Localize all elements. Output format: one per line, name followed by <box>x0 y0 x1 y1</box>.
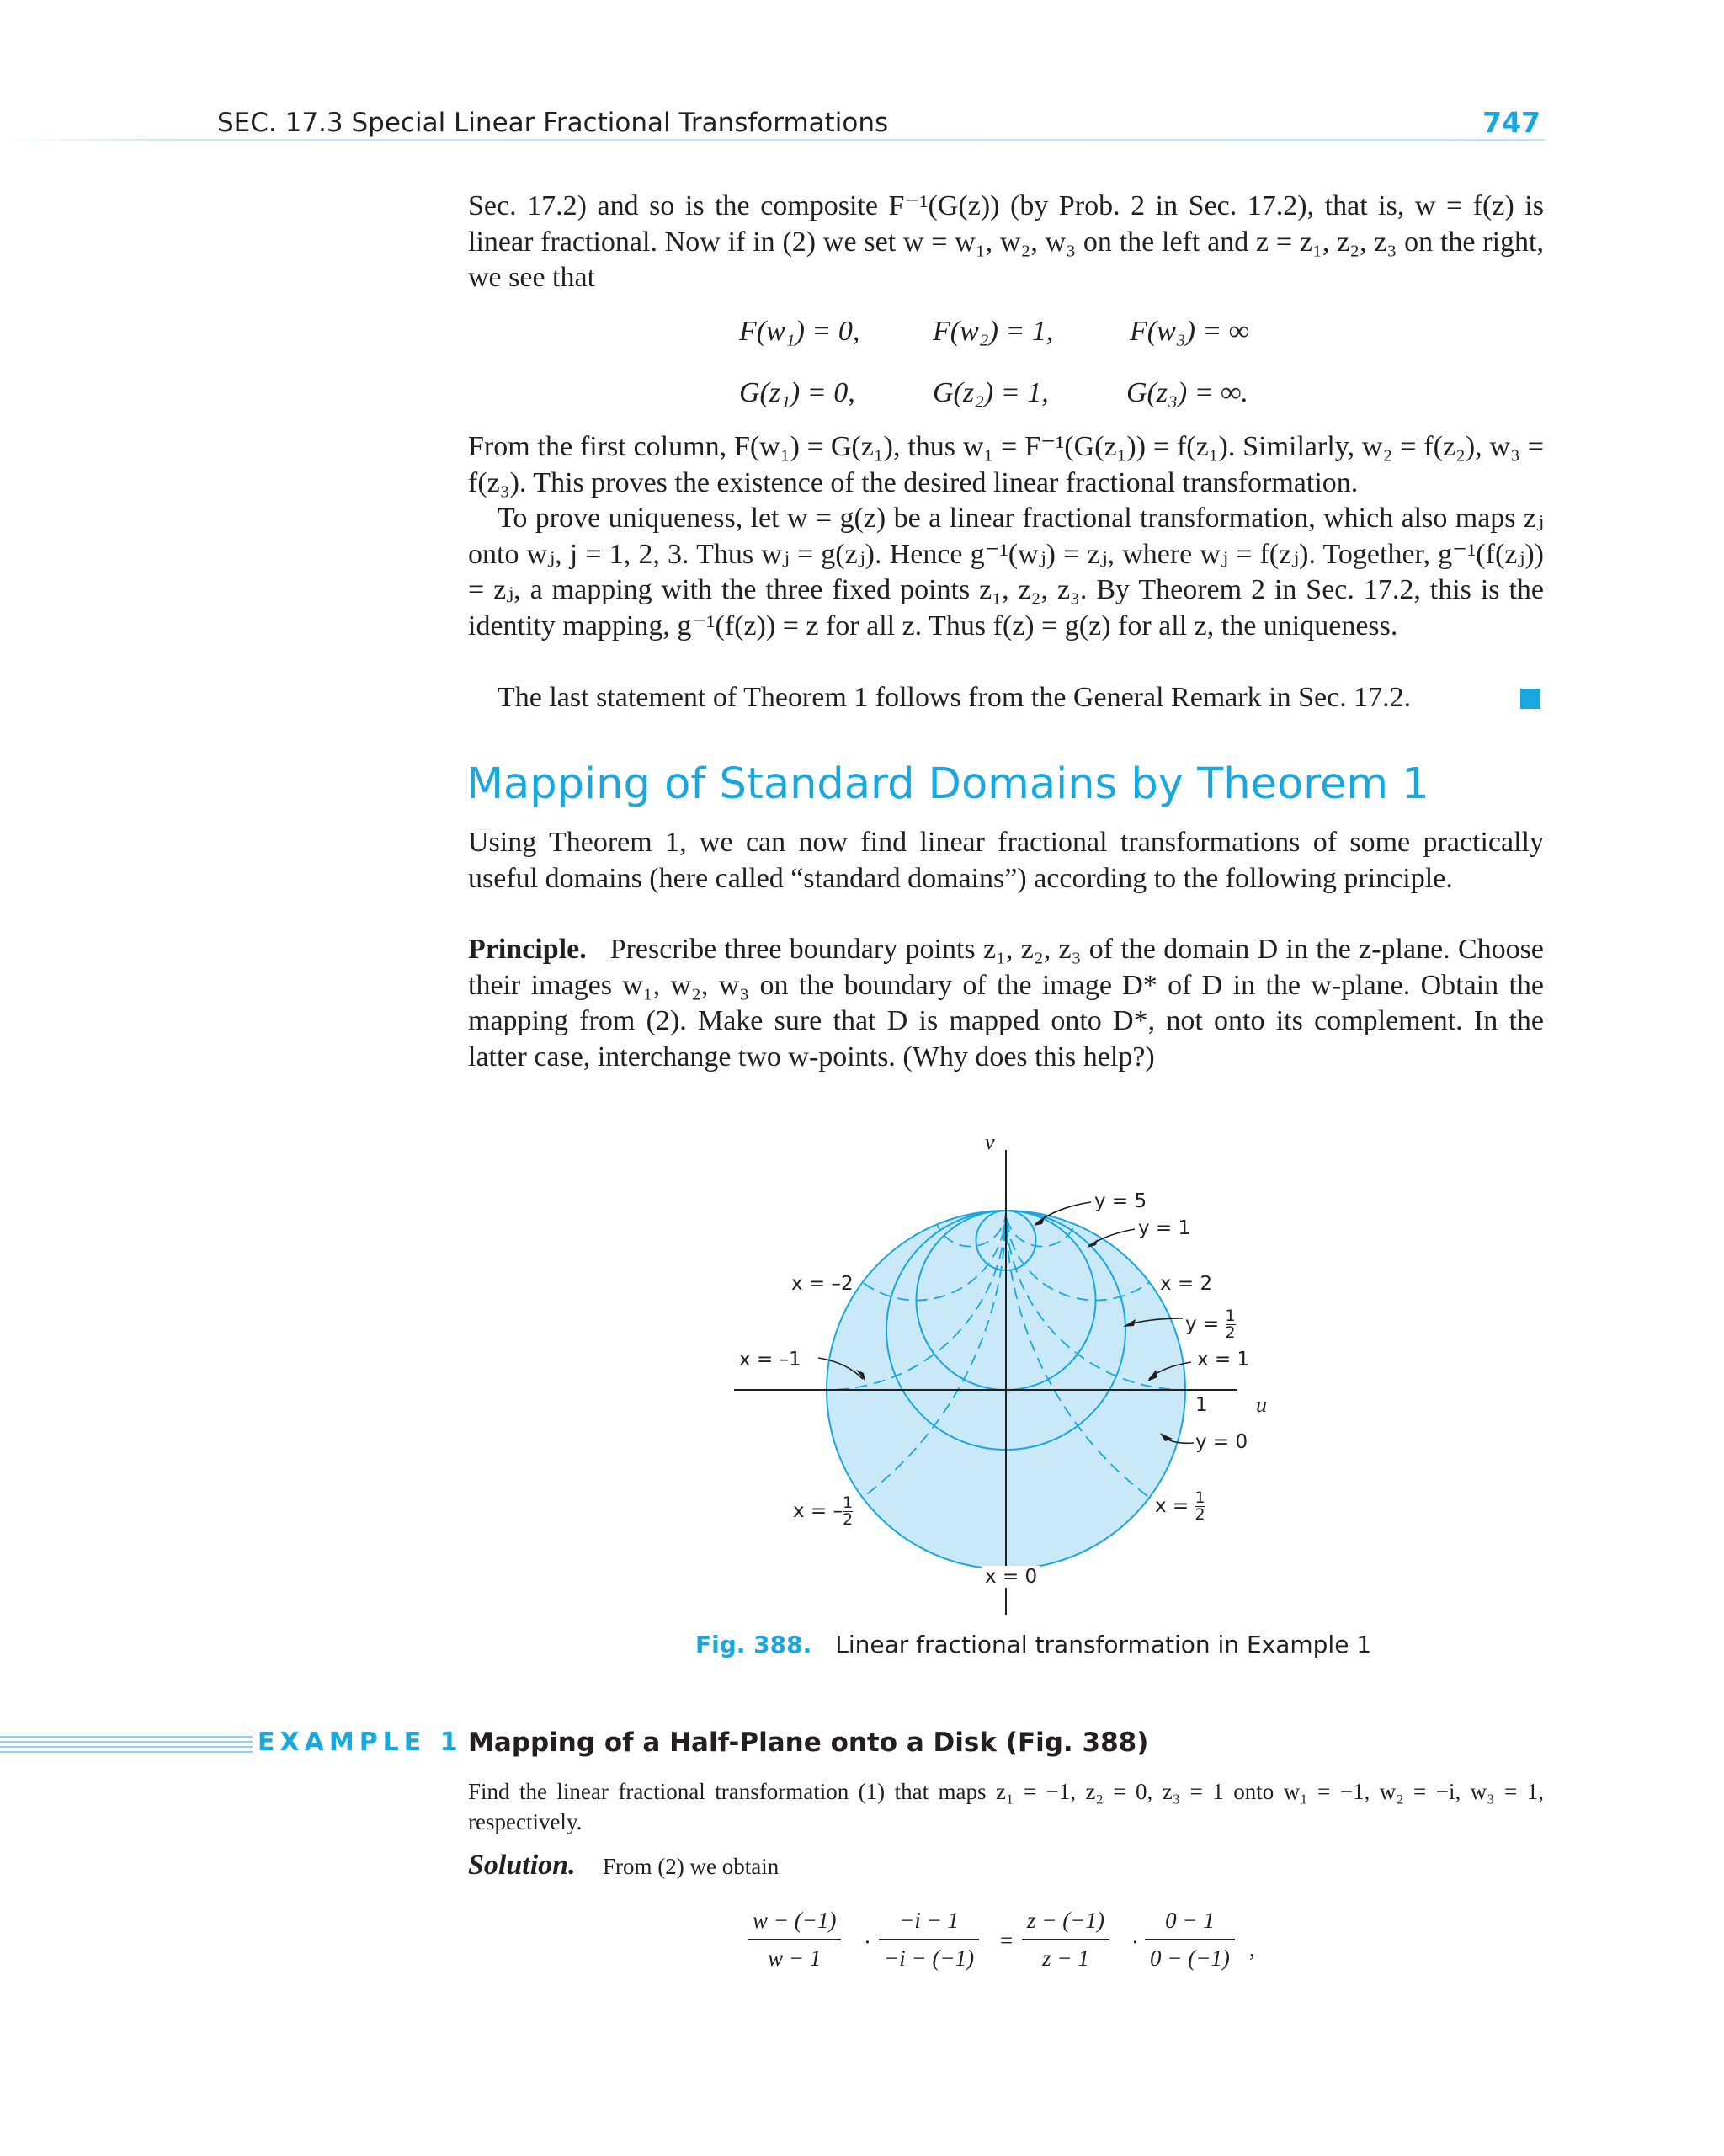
label-x-minus-1: x = –1 <box>739 1349 801 1371</box>
paragraph-last-statement: The last statement of Theorem 1 follows from the General Remark in Sec. 17.2. <box>498 682 1412 713</box>
label-x-2: x = 2 <box>1160 1273 1213 1295</box>
example-label: EXAMPLE 1 <box>253 1727 468 1757</box>
equation-g-z3: G(z₃) = ∞. <box>1126 377 1248 408</box>
fraction-numerator: 0 − 1 <box>1165 1908 1215 1933</box>
paragraph-principle <box>468 932 1544 1075</box>
label-x-1: x = 1 <box>1197 1349 1250 1371</box>
example-statement: Find the linear fractional transformation (1) that maps z₁ = −1, z₂ = 0, z₃ = 1 onto w₁ = −1, w₂ = −i, w₃ = 1, respectively. <box>468 1779 1544 1834</box>
label-x-half-text: x = <box>1155 1495 1195 1517</box>
running-head <box>0 101 1545 141</box>
solution-intro-text: From (2) we obtain <box>603 1854 780 1879</box>
equation-f-w1: F(w₁) = 0, <box>739 316 860 347</box>
fraction-bar <box>1022 1939 1109 1940</box>
fraction-denominator: 2 <box>843 1510 854 1529</box>
equation-g-z1: G(z₁) = 0, <box>739 377 855 408</box>
fraction-denominator: −i − (−1) <box>884 1946 975 1971</box>
figure-388 <box>724 1130 1313 1623</box>
equation-f-w2: F(w₂) = 1, <box>933 316 1054 347</box>
label-x-minus-2: x = –2 <box>791 1273 854 1295</box>
label-y-0: y = 0 <box>1195 1431 1248 1453</box>
label-x-0: x = 0 <box>982 1566 1040 1588</box>
label-y-half <box>1185 1308 1236 1341</box>
equation-row-g <box>0 377 1724 414</box>
figure-388-diagram <box>724 1135 1313 1623</box>
fraction-numerator: 1 <box>1225 1307 1236 1325</box>
figure-caption-text: Linear fractional transformation in Example 1 <box>835 1631 1372 1658</box>
label-x-half <box>1155 1490 1205 1523</box>
fraction-denominator: z − 1 <box>1042 1946 1089 1971</box>
paragraph-existence: From the first column, F(w₁) = G(z₁), thus w₁ = F⁻¹(G(z₁)) = f(z₁). Similarly, w₂ = f(z₂), w₃ = f(z₃). This proves the existence of the desired linear fractional transformation. <box>468 431 1544 498</box>
principle-label: Principle. <box>468 934 587 965</box>
fraction-numerator: −i − 1 <box>899 1908 960 1933</box>
fraction-numerator: w − (−1) <box>753 1908 837 1933</box>
example-title: Mapping of a Half-Plane onto a Disk (Fig. 388) <box>468 1727 1149 1758</box>
solution-label: Solution. <box>468 1850 576 1881</box>
paragraph-standard-domains: Using Theorem 1, we can now find linear fractional transformations of some practically useful domains (here called “standard domains”) according to the following principle. <box>468 827 1544 894</box>
equation-g-z2: G(z₂) = 1, <box>933 377 1049 408</box>
label-y-5: y = 5 <box>1094 1190 1147 1212</box>
figure-number: Fig. 388. <box>695 1631 812 1658</box>
equation-row-f <box>0 316 1724 353</box>
label-x-minus-half-text: x = – <box>793 1500 843 1522</box>
fraction-w-term <box>748 1908 841 1972</box>
page-number: 747 <box>1482 106 1540 139</box>
equation-f-w3: F(w₃) = ∞ <box>1130 316 1250 347</box>
tick-label-1: 1 <box>1195 1394 1208 1416</box>
fraction-denominator: w − 1 <box>768 1946 822 1971</box>
fraction-z-term <box>1022 1908 1109 1972</box>
fraction-one-half <box>1195 1490 1205 1523</box>
label-y-1: y = 1 <box>1138 1217 1191 1239</box>
section-heading: Mapping of Standard Domains by Theorem 1 <box>466 759 1429 809</box>
paragraph-composite: Sec. 17.2) and so is the composite F⁻¹(G(z)) (by Prob. 2 in Sec. 17.2), that is, w = f(z) is linear fractional. Now if in (2) we set w = w₁, w₂, w₃ on the left and z = z₁, z₂, z₃ on the right, we see that <box>468 190 1544 293</box>
label-y-half-text: y = <box>1185 1313 1226 1335</box>
paragraph-uniqueness: To prove uniqueness, let w = g(z) be a linear fractional transformation, which also maps zⱼ onto wⱼ, j = 1, 2, 3. Thus wⱼ = g(zⱼ). Hence g⁻¹(wⱼ) = zⱼ, where wⱼ = f(zⱼ). Together, g⁻¹(f(zⱼ)) = zⱼ, a mapping with the three fixed points z₁, z₂, z₃. By Theorem 2 in Sec. 17.2, this is the identity mapping, g⁻¹(f(z)) = z for all z. Thus f(z) = g(z) for all z, the uniqueness. <box>468 503 1544 641</box>
equals-sign: = <box>1000 1928 1014 1953</box>
fraction-zero-term <box>1145 1908 1235 1972</box>
fraction-one-half <box>1226 1308 1236 1341</box>
fraction-numerator: z − (−1) <box>1027 1908 1104 1933</box>
figure-caption <box>695 1631 1371 1658</box>
fraction-bar <box>879 1939 979 1940</box>
principle-text: Prescribe three boundary points z₁, z₂, z₃ of the domain D in the z-plane. Choose their images w₁, w₂, w₃ on the boundary of the image D* of D in the w-plane. Obtain the mapping from (2). Make sure that D is mapped onto D*, not onto its complement. In the latter case, interchange two w-points. (Why does this help?) <box>468 934 1545 1073</box>
axis-label-v: v <box>985 1130 995 1154</box>
header-rule <box>0 139 1545 141</box>
equation-comma: , <box>1249 1936 1255 1962</box>
fraction-numerator: 1 <box>843 1493 854 1512</box>
section-label: SEC. 17.3 Special Linear Fractional Transformations <box>217 108 889 138</box>
fraction-denominator: 2 <box>1225 1323 1236 1342</box>
multiply-dot: · <box>1131 1930 1139 1955</box>
axis-label-u: u <box>1256 1392 1267 1417</box>
fraction-denominator: 2 <box>1195 1505 1205 1524</box>
end-of-proof-square <box>1520 689 1540 709</box>
fraction-i-term <box>879 1908 979 1972</box>
multiply-dot: · <box>864 1930 871 1955</box>
fraction-one-half <box>843 1495 853 1528</box>
fraction-denominator: 0 − (−1) <box>1150 1946 1230 1971</box>
fraction-numerator: 1 <box>1195 1488 1205 1507</box>
label-x-minus-half <box>793 1495 853 1528</box>
fraction-bar <box>748 1939 841 1940</box>
fraction-bar <box>1145 1939 1235 1940</box>
